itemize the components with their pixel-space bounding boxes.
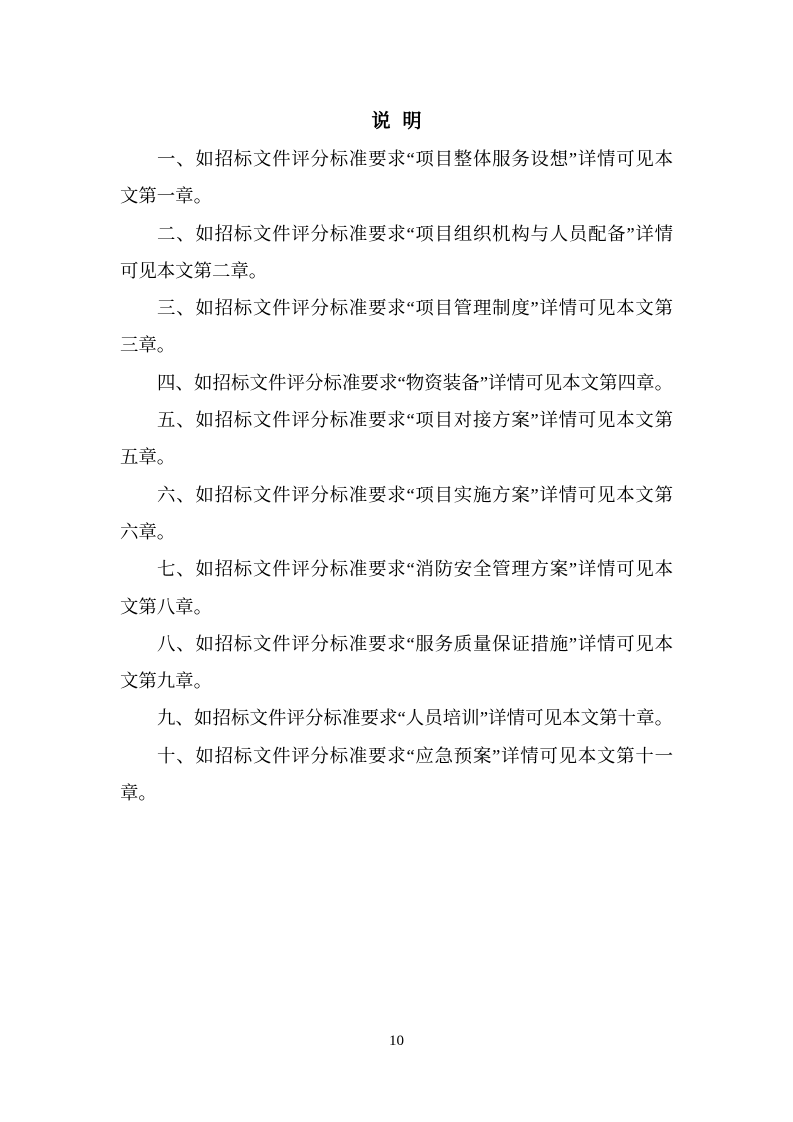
page-number: 10 [389, 1033, 404, 1049]
paragraph-line: 一、如招标文件评分标准要求“项目整体服务设想”详情可见本 [157, 149, 673, 169]
paragraph-line: 五章。 [120, 447, 176, 468]
paragraph [120, 368, 673, 405]
paragraph-line: 五、如招标文件评分标准要求“项目对接方案”详情可见本文第 [157, 410, 673, 431]
paragraph-line: 七、如招标文件评分标准要求“消防安全管理方案”详情可见本 [157, 559, 673, 580]
paragraph [120, 144, 673, 219]
document-body [120, 144, 673, 815]
paragraph-line: 十、如招标文件评分标准要求“应急预案”详情可见本文第十一 [157, 745, 673, 766]
paragraph [120, 629, 673, 704]
paragraph [120, 554, 673, 629]
paragraph-line: 六、如招标文件评分标准要求“项目实施方案”详情可见本文第 [157, 484, 673, 505]
paragraph-line: 九、如招标文件评分标准要求“人员培训”详情可见本文第十章。 [157, 708, 673, 729]
paragraph-line: 三章。 [120, 335, 176, 356]
paragraph [120, 741, 673, 816]
paragraph-line: 章。 [120, 783, 157, 804]
paragraph-line: 文第一章。 [120, 186, 212, 207]
paragraph-line: 六章。 [120, 521, 176, 542]
paragraph [120, 293, 673, 368]
paragraph-line: 二、如招标文件评分标准要求“项目组织机构与人员配备”详情 [157, 223, 673, 244]
paragraph-line: 八、如招标文件评分标准要求“服务质量保证措施”详情可见本 [157, 633, 673, 654]
paragraph-line: 文第九章。 [120, 671, 212, 692]
paragraph-line: 四、如招标文件评分标准要求“物资装备”详情可见本文第四章。 [157, 372, 673, 393]
paragraph-line: 文第八章。 [120, 596, 212, 617]
page-title: 说明 [371, 111, 434, 132]
paragraph [120, 219, 673, 294]
paragraph-line: 可见本文第二章。 [120, 260, 268, 281]
paragraph [120, 480, 673, 555]
paragraph-line: 三、如招标文件评分标准要求“项目管理制度”详情可见本文第 [157, 298, 673, 319]
paragraph [120, 703, 673, 740]
paragraph [120, 405, 673, 480]
